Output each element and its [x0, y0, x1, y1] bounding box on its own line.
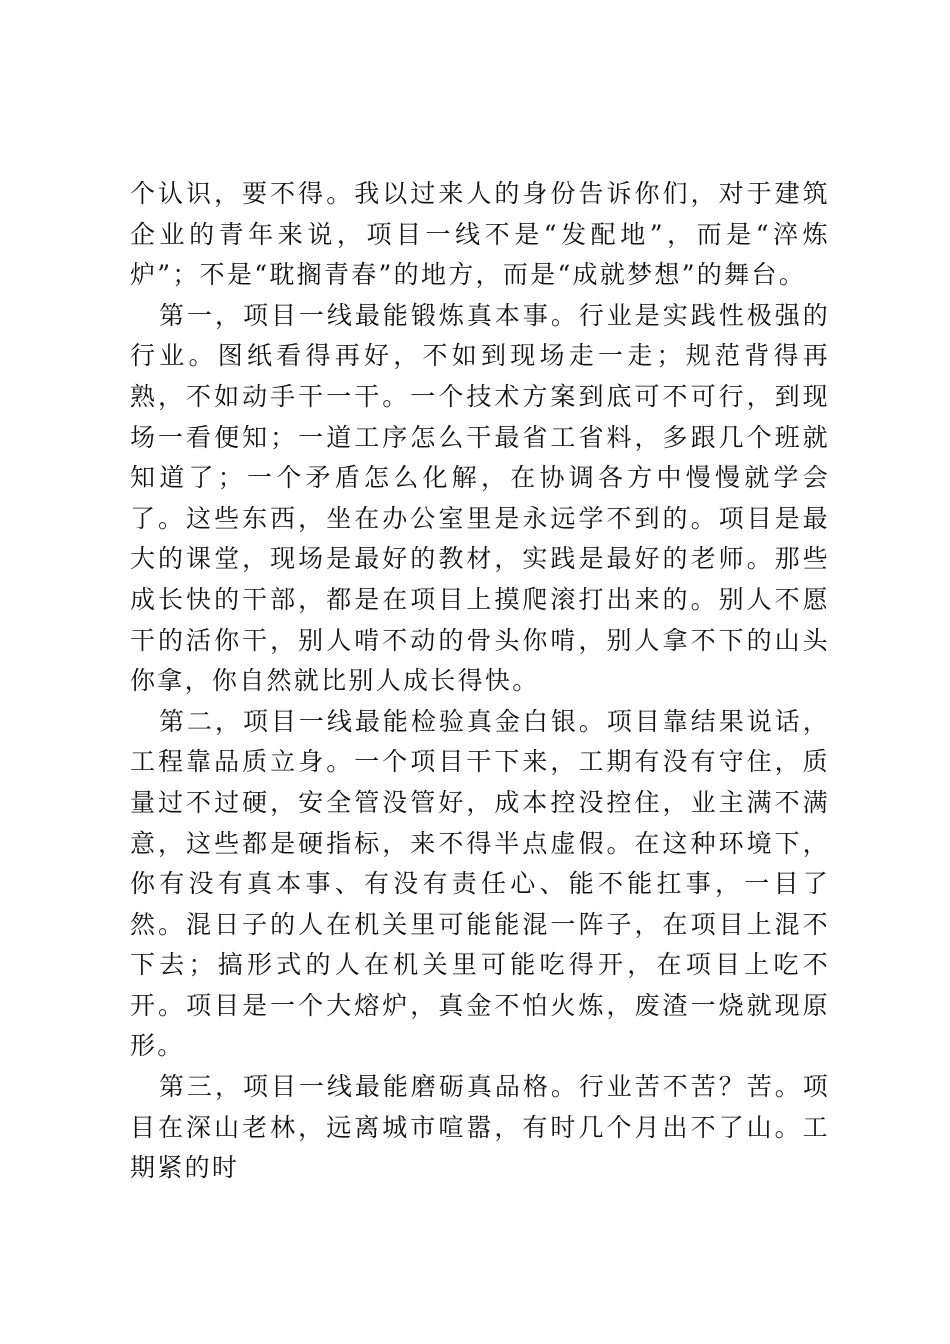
- paragraph-continuation: 个认识，要不得。我以过来人的身份告诉你们，对于建筑企业的青年来说，项目一线不是“发配地”，而是“淬炼炉”；不是“耽搁青春”的地方，而是“成就梦想”的舞台。: [130, 179, 830, 290]
- paragraph-second-point: 第二，项目一线最能检验真金白银。项目靠结果说话，工程靠品质立身。一个项目干下来，工期有没有守住，质量过不过硬，安全管没管好，成本控没控住，业主满不满意，这些都是硬指标，来不得半点虚假。在这种环境下，你有没有真本事、有没有责任心、能不能扛事，一目了然。混日子的人在机关里可能能混一阵子，在项目上混不下去；搞形式的人在机关里可能吃得开，在项目上吃不开。项目是一个大熔炉，真金不怕火炼，废渣一烧就现原形。: [130, 706, 830, 1061]
- body-text: [130, 174, 830, 1189]
- paragraph-first-point: 第一，项目一线最能锻炼真本事。行业是实践性极强的行业。图纸看得再好，不如到现场走一走；规范背得再熟，不如动手干一干。一个技术方案到底可不可行，到现场一看便知；一道工序怎么干最省工省料，多跟几个班就知道了；一个矛盾怎么化解，在协调各方中慢慢就学会了。这些东西，坐在办公室里是永远学不到的。项目是最大的课堂，现场是最好的教材，实践是最好的老师。那些成长快的干部，都是在项目上摸爬滚打出来的。别人不愿干的活你干，别人啃不动的骨头你啃，别人拿不下的山头你拿，你自然就比别人成长得快。: [130, 300, 830, 696]
- paragraph-third-point: 第三，项目一线最能磨砺真品格。行业苦不苦？苦。项目在深山老林，远离城市喧嚣，有时几个月出不了山。工期紧的时: [130, 1072, 830, 1183]
